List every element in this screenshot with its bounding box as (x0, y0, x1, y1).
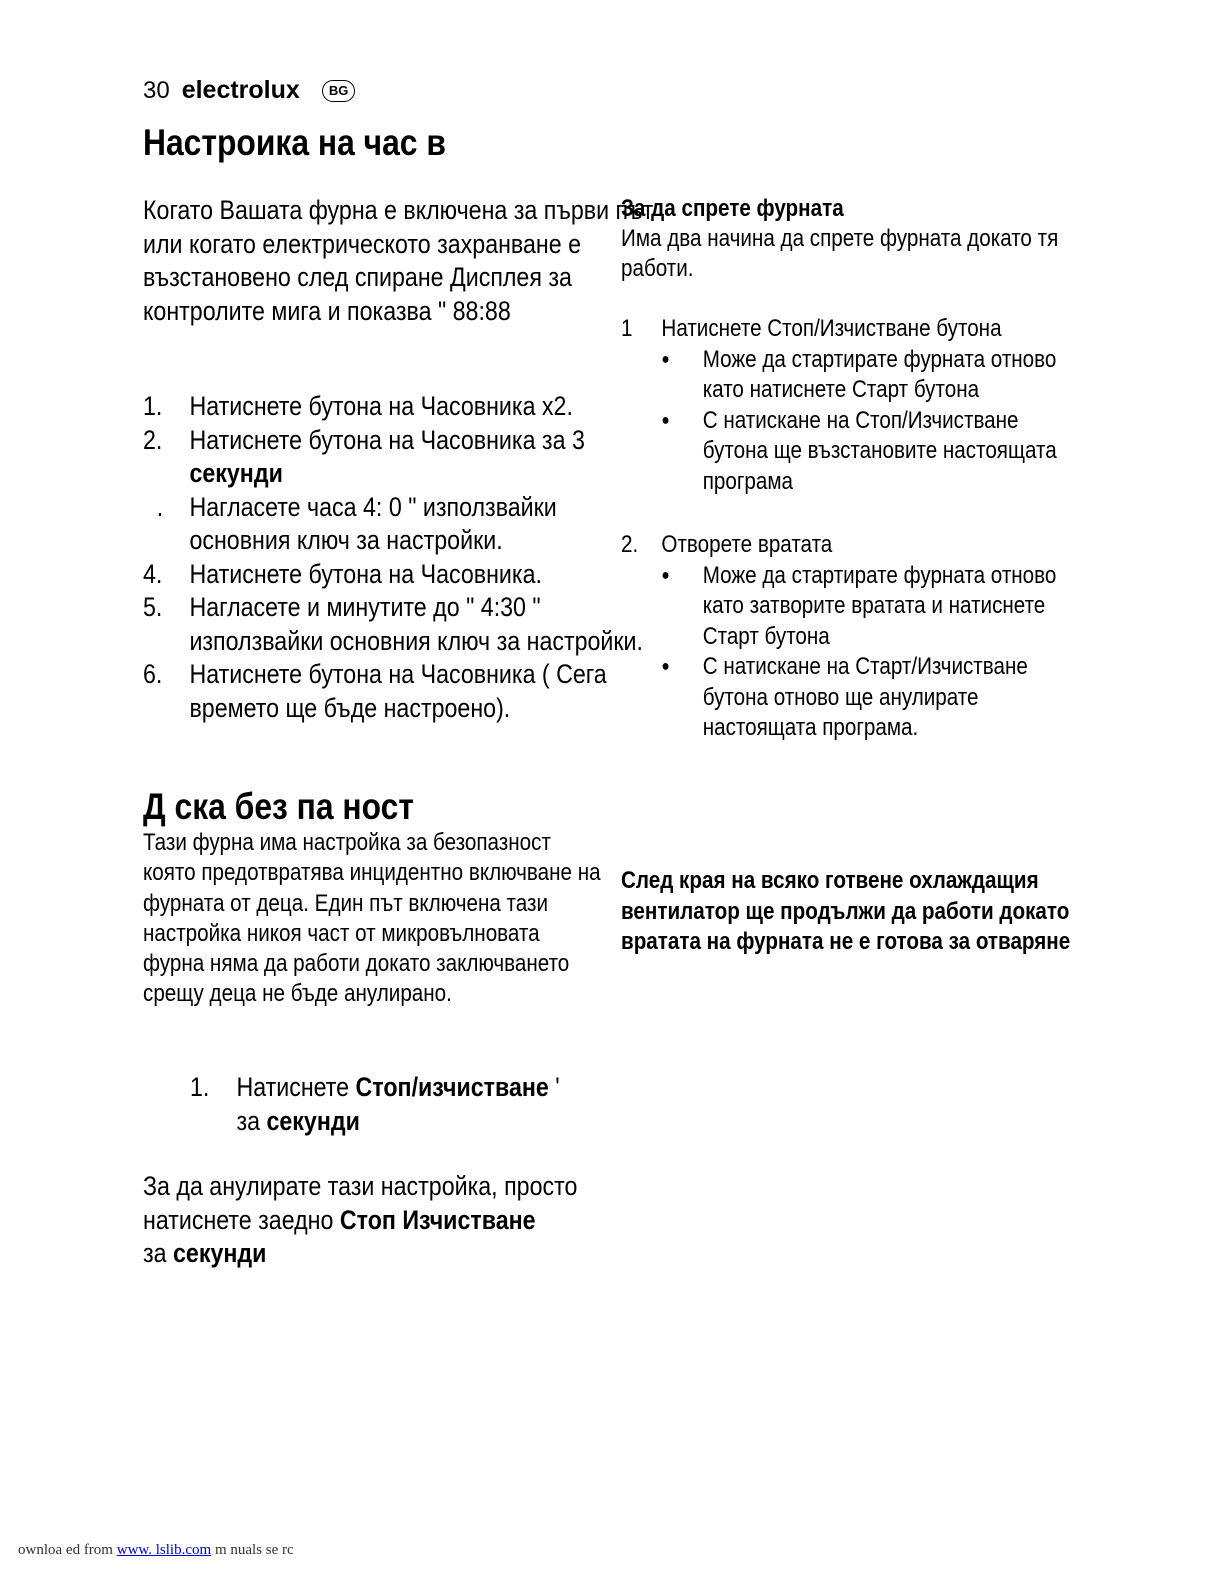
cooling-fan-note: След края на всяко готвене охлаждащия вентилатор ще продължи да работи докато вратата на фурната не е готова за отваряне (621, 867, 1071, 955)
page-number: 30 (143, 76, 170, 104)
section-title-child-lock: Д ска без па ност (143, 786, 414, 827)
footer-link[interactable]: www. lslib.com (116, 1542, 212, 1558)
list-item: 2. Натиснете бутона на Часовника за 3 секунди (143, 424, 585, 488)
child-lock-description: Тази фурна има настройка за безопазност която предотвратява инцидентно включване на фурната от деца. Един път включена тази настройка никоя част от микровълновата фурна няма да работи докато заключването срещу деца не бъде анулирано. (143, 829, 601, 1008)
clock-intro: Когато Вашата фурна е включена за първи път или когато електрическото захранване е възстановено след спиране Дисплея за контролите мига и показва " 88:88 (143, 195, 654, 326)
bullet-item: ● С натискане на Старт/Изчистване бутона отново ще анулирате настоящата програма. (661, 653, 1028, 741)
list-item: 4. Натиснете бутона на Часовника. (143, 558, 542, 589)
list-item: 1. Натиснете Стоп/изчистване ' за секунди (190, 1072, 560, 1136)
stop-oven-section (621, 194, 1161, 285)
clock-steps-list (143, 390, 663, 725)
stop-oven-heading: За да спрете фурната (621, 195, 844, 222)
stop-oven-intro: Има два начина да спрете фурната докато тя работи. (621, 225, 1059, 283)
page-header (143, 76, 355, 105)
stop-oven-list (621, 314, 1161, 744)
bullet-item: ● С натискане на Стоп/Изчистване бутона ще възстановите настоящата програма (661, 406, 1057, 495)
list-item: 6. Натиснете бутона на Часовника ( Сега времето ще бъде настроено). (143, 659, 607, 723)
list-item: 1. Натиснете бутона на Часовника х2. (143, 391, 573, 421)
child-lock-step (190, 1070, 650, 1138)
bullet-item: ● Може да стартирате фурната отново като натиснете Старт бутона (661, 345, 1057, 403)
language-badge: BG (322, 80, 356, 102)
section-title-clock: Настроика на час в (143, 122, 446, 163)
bullet-item: ● Може да стартирате фурната отново като затворите вратата и натиснете Старт бутона (661, 561, 1057, 650)
list-item: 2. Отворете вратата (621, 531, 833, 558)
child-lock-cancel: За да анулирате тази настройка, просто натиснете заедно Стоп Изчистване за секунди (143, 1171, 578, 1268)
list-item: 5. Нагласете и минутите до " 4:30 " използвайки основния ключ за настройки. (143, 592, 643, 656)
download-footer: ownloa ed from www. lslib.com m nuals se rc (18, 1542, 294, 1558)
brand-logo: electrolux (181, 76, 300, 104)
list-item: 1 Натиснете Стоп/Изчистване бутона (621, 315, 1002, 342)
list-item: . Нагласете часа 4: 0 " използвайки основния ключ за настройки. (156, 491, 557, 555)
